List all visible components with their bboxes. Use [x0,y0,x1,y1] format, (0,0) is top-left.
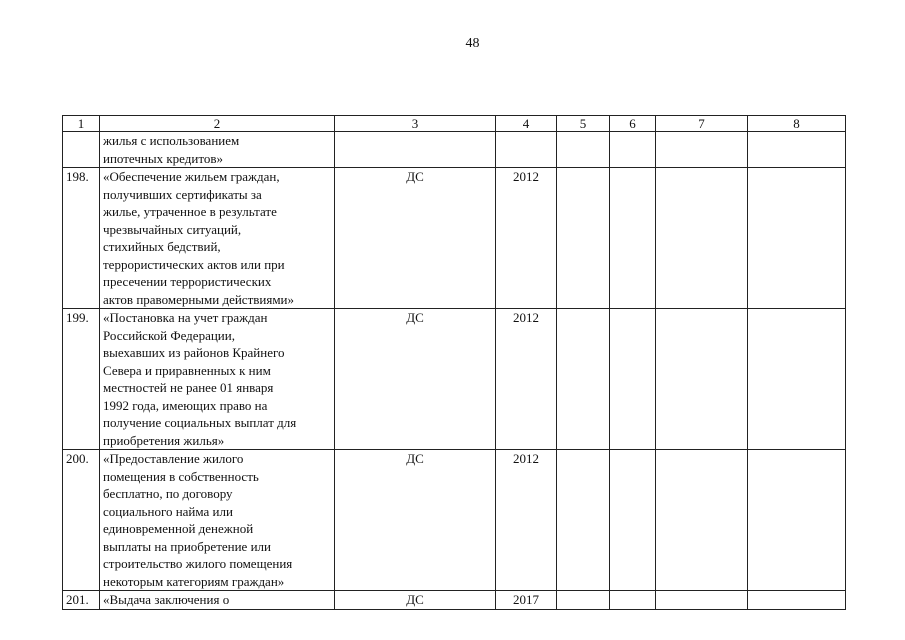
cell-col3: ДС [335,450,496,591]
cell-col8 [748,168,846,309]
service-name-line: получение социальных выплат для [103,415,297,430]
cell-col8 [748,591,846,610]
cell-col7 [656,168,748,309]
column-header: 2 [100,116,335,132]
service-name-line: «Предоставление жилого [103,451,244,466]
service-name-line: социального найма или [103,503,233,519]
row-number-cell [63,132,100,168]
service-name-cell [100,309,335,450]
service-name-line: чрезвычайных ситуаций, [103,221,242,237]
cell-col4: 2012 [496,168,557,309]
cell-col6 [610,168,656,309]
column-header: 3 [335,116,496,132]
column-header: 6 [610,116,656,132]
service-name-line: строительство жилого помещения [103,556,293,571]
cell-col7 [656,450,748,591]
cell-col4: 2017 [496,591,557,610]
table-row [63,168,846,309]
service-name-cell [100,450,335,591]
cell-col3: ДС [335,168,496,309]
table-row [63,132,846,168]
table-body [63,132,846,610]
service-name-line: 1992 года, имеющих право на [103,397,268,413]
page-number: 48 [465,36,480,51]
cell-col4: 2012 [496,450,557,591]
row-number-cell: 199. [63,309,100,450]
service-name-line: Российской Федерации, [103,327,235,343]
row-number-cell: 198. [63,168,100,309]
table-row [63,591,846,610]
cell-col6 [610,309,656,450]
service-name-line: «Обеспечение жильем граждан, [103,169,280,184]
service-name-line: жилья с использованием [103,133,240,148]
row-number-cell: 201. [63,591,100,610]
cell-col5 [557,591,610,610]
service-name-cell [100,591,335,610]
service-name-line: пресечении террористических [103,274,272,289]
cell-col6 [610,132,656,168]
service-name-line: единовременной денежной [103,521,254,536]
column-header: 5 [557,116,610,132]
cell-col7 [656,309,748,450]
service-name-line: «Выдача заключения о [103,592,230,607]
cell-col4: 2012 [496,309,557,450]
document-table [62,115,846,610]
cell-col4 [496,132,557,168]
table-row [63,309,846,450]
cell-col8 [748,309,846,450]
service-name-cell [100,168,335,309]
cell-col5 [557,132,610,168]
cell-col5 [557,450,610,591]
column-header: 7 [656,116,748,132]
cell-col3 [335,132,496,168]
service-name-line: террористических актов или при [103,256,285,272]
cell-col5 [557,309,610,450]
service-name-line: получивших сертификаты за [103,186,262,202]
cell-col5 [557,168,610,309]
table-header-row [63,116,846,132]
cell-col8 [748,132,846,168]
service-name-line: ипотечных кредитов» [103,150,223,166]
service-name-line: выехавших из районов Крайнего [103,345,285,360]
service-name-line: некоторым категориям граждан» [103,573,285,589]
cell-col8 [748,450,846,591]
cell-col3: ДС [335,591,496,610]
service-name-line: стихийных бедствий, [103,239,221,254]
service-name-cell [100,132,335,168]
service-name-line: Севера и приравненных к ним [103,362,271,378]
table-row [63,450,846,591]
service-name-line: местностей не ранее 01 января [103,380,274,395]
row-number-cell: 200. [63,450,100,591]
service-name-line: жилье, утраченное в результате [103,204,277,219]
cell-col6 [610,450,656,591]
service-name-line: приобретения жилья» [103,432,225,448]
cell-col7 [656,591,748,610]
service-name-line: актов правомерными действиями» [103,291,295,307]
cell-col7 [656,132,748,168]
service-name-line: помещения в собственность [103,468,259,484]
service-name-line: «Постановка на учет граждан [103,310,268,325]
column-header: 8 [748,116,846,132]
service-name-line: бесплатно, по договору [103,486,233,501]
cell-col3: ДС [335,309,496,450]
service-name-line: выплаты на приобретение или [103,538,271,554]
column-header: 4 [496,116,557,132]
column-header: 1 [63,116,100,132]
cell-col6 [610,591,656,610]
